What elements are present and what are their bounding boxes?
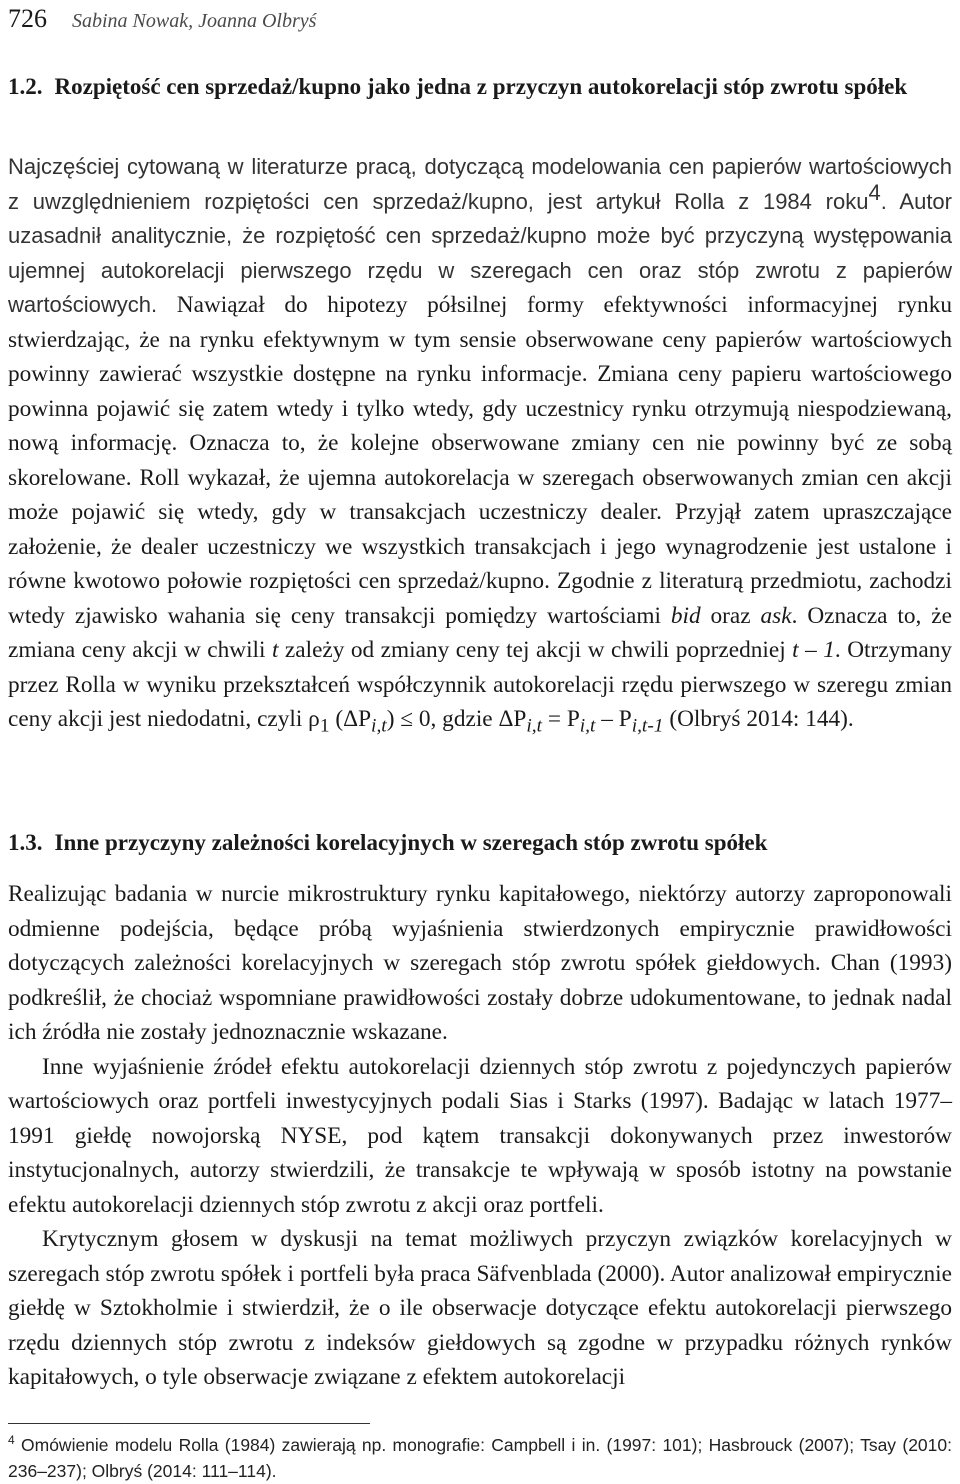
- paragraph: Inne wyjaśnienie źródeł efektu autokorelacji dziennych stóp zwrotu z pojedynczych papierów wartościowych oraz portfeli inwestycyjnych podali Sias i Starks (1997). Badając w latach 1977–1991 giełdę nowojorską NYSE, pod kątem transakcji dokonywanych przez inwestorów instytucjonalnych, autorzy stwierdzili, że transakcje te wpływają w sposób istotny na powstanie efektu autokorelacji dziennych stóp zwrotu z akcji oraz portfeli.: [8, 1053, 952, 1218]
- var-t: t: [271, 637, 279, 663]
- paragraph-sans-text-2: . Autor uzasadnił analitycznie, że rozpiętość cen sprzedaż/kupno może być przyczyną występowania ujemnej autokorelacji pierwszego rzędu w szeregach cen oraz stóp zwrotu z papierów wartościowych.: [8, 188, 952, 317]
- paragraph-serif-text: Nawiązał do hipotezy półsilnej formy efektywności informacyjnej rynku stwierdzając, że na rynku efektywnym w tym sensie obserwowane ceny papierów wartościowych powinny zawierać wszystkie dostępne na rynku informacje. Zmiana ceny papieru wartościowego powinna pojawić się zatem wtedy i tylko wtedy, gdy uczestnicy rynku otrzymują niespodziewaną, nową informację. Oznacza to, że kolejne obserwowane zmiany cen nie powinny być ze sobą skorelowane. Roll wykazał, że ujemna autokorelacja w szeregach obserwowanych zmian cen akcji może pojawić się wtedy, gdy w transakcjach uczestniczy dealer. Przyjął zatem upraszczające założenie, że dealer uczestniczy we wszystkich transakcjach i jego wynagrodzenie jest ustalone i równe kwotowo połowie rozpiętości cen sprzedaż/kupno. Zgodnie z literaturą przedmiotu, zachodzi wtedy zjawisko wahania się ceny transakcji pomiędzy wartościami: [8, 292, 952, 629]
- footnote-text: Omówienie modelu Rolla (1984) zawierają np. monografie: Campbell i in. (1997: 101); Hasbrouck (2007); Tsay (2010: 236–237); Olbryś (2014: 111–114).: [8, 1435, 952, 1481]
- paragraph: Krytycznym głosem w dyskusji na temat możliwych przyczyn związków korelacyjnych w szeregach stóp zwrotu spółek i portfeli była praca Säfvenblada (2000). Autor analizował empirycznie giełdę w Sztokholmie i stwierdził, że o ile obserwacje dotyczące efektu autokorelacji pierwszego rzędu dziennych stóp zwrotu z indeksów giełdowych są zgodne w przypadku różnych rynków kapitałowych, o tyle obserwacje związane z efektem autokorelacji: [8, 1226, 952, 1390]
- roll-formula: $\rho_1$ $(\Delta P_{i,t}) \le 0$, gdzie $\Delta P_{i,t} = P_{i,t} - P_{i,t-1}$: [308, 706, 664, 737]
- text-oraz: oraz: [700, 602, 761, 629]
- term-bid: bid: [670, 602, 701, 629]
- paragraph: Realizując badania w nurcie mikrostruktury rynku kapitałowego, niektórzy autorzy zaproponowali odmienne podejścia, będące próbą wyjaśnienia stwierdzonych empirycznie prawidłowości dotyczących zależności korelacyjnych w szeregach stóp zwrotu spółek giełdowych. Chan (1993) podkreślił, że chociaż wspomniane prawidłowości zostały dobrze udokumentowane, to jednak nadal ich źródła nie zostały jednoznacznie wskazane.: [8, 881, 952, 1045]
- text-after-ask: . Oznacza to, że zmiana ceny akcji w chwili: [8, 602, 952, 663]
- section-title: Rozpiętość cen sprzedaż/kupno jako jedna z przyczyn autokorelacji stóp zwrotu spółek: [54, 74, 908, 99]
- page-number: 726: [8, 4, 47, 33]
- section-number: 1.3.: [8, 830, 43, 855]
- section-1-3-body: [8, 877, 952, 1395]
- var-t-minus-1: t – 1: [792, 637, 835, 663]
- paragraph: [8, 150, 952, 744]
- footnote: [8, 1432, 952, 1484]
- running-head: Sabina Nowak, Joanna Olbryś: [72, 10, 317, 32]
- text-after-tminus: . Otrzymany przez Rolla w wyniku przekształceń współczynnik autokorelacji rzędu pierwszego w szeregu zmian ceny akcji jest niedodatni, czyli: [8, 637, 952, 732]
- footnote-rule: [8, 1423, 370, 1424]
- text-after-t: zależy od zmiany ceny tej akcji w chwili poprzedniej: [278, 637, 793, 663]
- section-1-2-body: [8, 150, 952, 744]
- section-title: Inne przyczyny zależności korelacyjnych w szeregach stóp zwrotu spółek: [54, 830, 768, 855]
- section-heading-1-2: [8, 70, 952, 103]
- term-ask: ask: [760, 602, 792, 629]
- footnote-marker: 4: [868, 179, 881, 205]
- text-citation: (Olbryś 2014: 144).: [663, 706, 854, 732]
- section-heading-1-3: [8, 826, 952, 859]
- page-header: [8, 4, 952, 40]
- section-number: 1.2.: [8, 74, 43, 99]
- footnote-number: 4: [8, 1433, 15, 1448]
- paragraph-sans-text: Najczęściej cytowaną w literaturze pracą, dotyczącą modelowania cen papierów wartościowych z uwzględnieniem rozpiętości cen sprzedaż/kupno, jest artykuł Rolla z 1984 roku: [8, 154, 952, 214]
